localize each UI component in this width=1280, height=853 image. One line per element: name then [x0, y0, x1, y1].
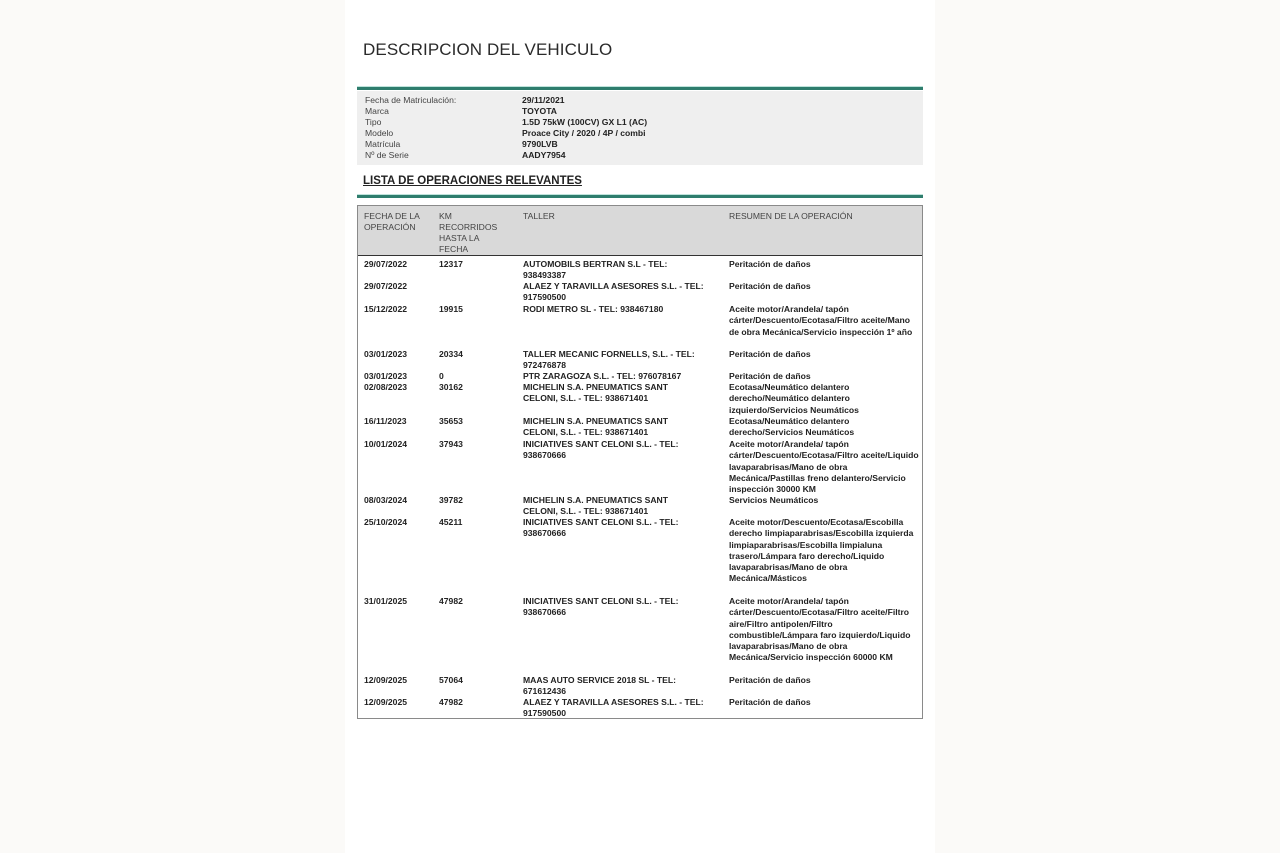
cell-fecha: 10/01/2024 [364, 439, 408, 449]
column-header-taller: TALLER [523, 211, 555, 221]
cell-resumen: Peritación de daños [729, 697, 811, 707]
cell-taller: AUTOMOBILS BERTRAN S.L - TEL: 938493387 [523, 259, 668, 281]
cell-km: 0 [439, 371, 444, 381]
cell-taller: INICIATIVES SANT CELONI S.L. - TEL: 938670666 [523, 439, 679, 461]
cell-km: 47982 [439, 596, 463, 606]
vehicle-value: 1.5D 75kW (100CV) GX L1 (AC) [522, 117, 648, 127]
operations-section-title: LISTA DE OPERACIONES RELEVANTES [363, 175, 582, 187]
page-title: DESCRIPCION DEL VEHICULO [363, 40, 613, 59]
cell-fecha: 29/07/2022 [364, 281, 408, 291]
cell-km: 30162 [439, 382, 463, 392]
section-divider [357, 87, 923, 90]
cell-resumen: Peritación de daños [729, 349, 811, 359]
cell-resumen: Aceite motor/Arandela/ tapón cárter/Descuento/Ecotasa/Filtro aceite/Liquido lavaparabrisas/Mano de obra Mecánica/Pastillas freno delantero/Servicio inspección 30000 KM [729, 439, 919, 495]
cell-km: 57064 [439, 675, 463, 685]
cell-taller: MICHELIN S.A. PNEUMATICS SANT CELONI, S.L. - TEL: 938671401 [523, 416, 668, 438]
vehicle-label: Matrícula [365, 139, 401, 149]
column-header-km: KM RECORRIDOS HASTA LA FECHA [439, 211, 498, 254]
cell-fecha: 12/09/2025 [364, 675, 408, 685]
cell-km: 12317 [439, 259, 463, 269]
cell-fecha: 08/03/2024 [364, 495, 408, 505]
cell-km: 39782 [439, 495, 463, 505]
vehicle-value: 9790LVB [522, 139, 558, 149]
cell-resumen: Peritación de daños [729, 371, 811, 381]
cell-fecha: 25/10/2024 [364, 517, 408, 527]
cell-fecha: 29/07/2022 [364, 259, 408, 269]
cell-taller: TALLER MECANIC FORNELLS, S.L. - TEL: 972476878 [523, 349, 695, 371]
cell-fecha: 16/11/2023 [364, 416, 407, 426]
cell-taller: ALAEZ Y TARAVILLA ASESORES S.L. - TEL: 917590500 [523, 697, 704, 719]
cell-resumen: Peritación de daños [729, 259, 811, 269]
cell-fecha: 12/09/2025 [364, 697, 408, 707]
table-header [358, 206, 922, 256]
vehicle-label: Tipo [365, 117, 382, 127]
cell-resumen: Peritación de daños [729, 281, 811, 291]
cell-resumen: Ecotasa/Neumático delantero derecho/Servicios Neumáticos [729, 416, 855, 438]
cell-taller: INICIATIVES SANT CELONI S.L. - TEL: 938670666 [523, 596, 679, 618]
cell-km: 20334 [439, 349, 463, 359]
cell-km: 45211 [439, 517, 463, 527]
vehicle-label: Marca [365, 106, 389, 116]
operations-table [357, 205, 923, 719]
vehicle-row-modelo [365, 128, 646, 139]
cell-fecha: 03/01/2023 [364, 371, 408, 381]
vehicle-label: Fecha de Matriculación: [365, 95, 457, 105]
cell-resumen: Aceite motor/Arandela/ tapón cárter/Descuento/Ecotasa/Filtro aceite/Filtro aire/Filtro antipolen/Filtro combustible/Lámpara faro izquierdo/Liquido lavaparabrisas/Mano de obra Mecánica/Servicio inspección 60000 KM [729, 596, 911, 663]
vehicle-label: Modelo [365, 128, 394, 138]
cell-fecha: 03/01/2023 [364, 349, 408, 359]
cell-resumen: Aceite motor/Arandela/ tapón cárter/Descuento/Ecotasa/Filtro aceite/Mano de obra Mecánica/Servicio inspección 1º año [729, 304, 913, 337]
cell-taller: PTR ZARAGOZA S.L. - TEL: 976078167 [523, 371, 682, 381]
cell-taller: ALAEZ Y TARAVILLA ASESORES S.L. - TEL: 917590500 [523, 281, 704, 303]
vehicle-row-tipo [365, 117, 647, 128]
cell-resumen: Aceite motor/Descuento/Ecotasa/Escobilla derecho limpiaparabrisas/Escobilla izquierda limpiaparabrisas/Escobilla limpialuna trasero/Lámpara faro derecho/Liquido lavaparabrisas/Mano de obra Mecánica/Másticos [729, 517, 914, 584]
cell-resumen: Ecotasa/Neumático delantero derecho/Neumático delantero izquierdo/Servicios Neumáticos [729, 382, 859, 415]
cell-taller: MICHELIN S.A. PNEUMATICS SANT CELONI, S.L. - TEL: 938671401 [523, 382, 668, 404]
cell-fecha: 15/12/2022 [364, 304, 408, 314]
vehicle-row-matricula [365, 139, 558, 150]
vehicle-row-marca [365, 106, 557, 117]
vehicle-row-serie [365, 150, 565, 161]
cell-fecha: 02/08/2023 [364, 382, 408, 392]
vehicle-value: 29/11/2021 [522, 95, 565, 105]
vehicle-value: AADY7954 [522, 150, 566, 160]
cell-taller: INICIATIVES SANT CELONI S.L. - TEL: 938670666 [523, 517, 679, 539]
cell-km: 37943 [439, 439, 463, 449]
cell-taller: MAAS AUTO SERVICE 2018 SL - TEL: 671612436 [523, 675, 676, 697]
cell-km: 35653 [439, 416, 463, 426]
cell-taller: RODI METRO SL - TEL: 938467180 [523, 304, 664, 314]
vehicle-value: TOYOTA [522, 106, 558, 116]
cell-fecha: 31/01/2025 [364, 596, 408, 606]
cell-resumen: Peritación de daños [729, 675, 811, 685]
cell-resumen: Servicios Neumáticos [729, 495, 819, 505]
cell-km: 47982 [439, 697, 463, 707]
column-header-fecha: FECHA DE LA OPERACIÓN [364, 211, 420, 232]
vehicle-row-fecha [365, 95, 565, 106]
vehicle-value: Proace City / 2020 / 4P / combi [522, 128, 646, 138]
column-header-resumen: RESUMEN DE LA OPERACIÓN [729, 211, 853, 221]
cell-taller: MICHELIN S.A. PNEUMATICS SANT CELONI, S.L. - TEL: 938671401 [523, 495, 668, 517]
vehicle-label: Nº de Serie [365, 150, 409, 160]
cell-km: 19915 [439, 304, 463, 314]
section-divider [357, 195, 923, 198]
